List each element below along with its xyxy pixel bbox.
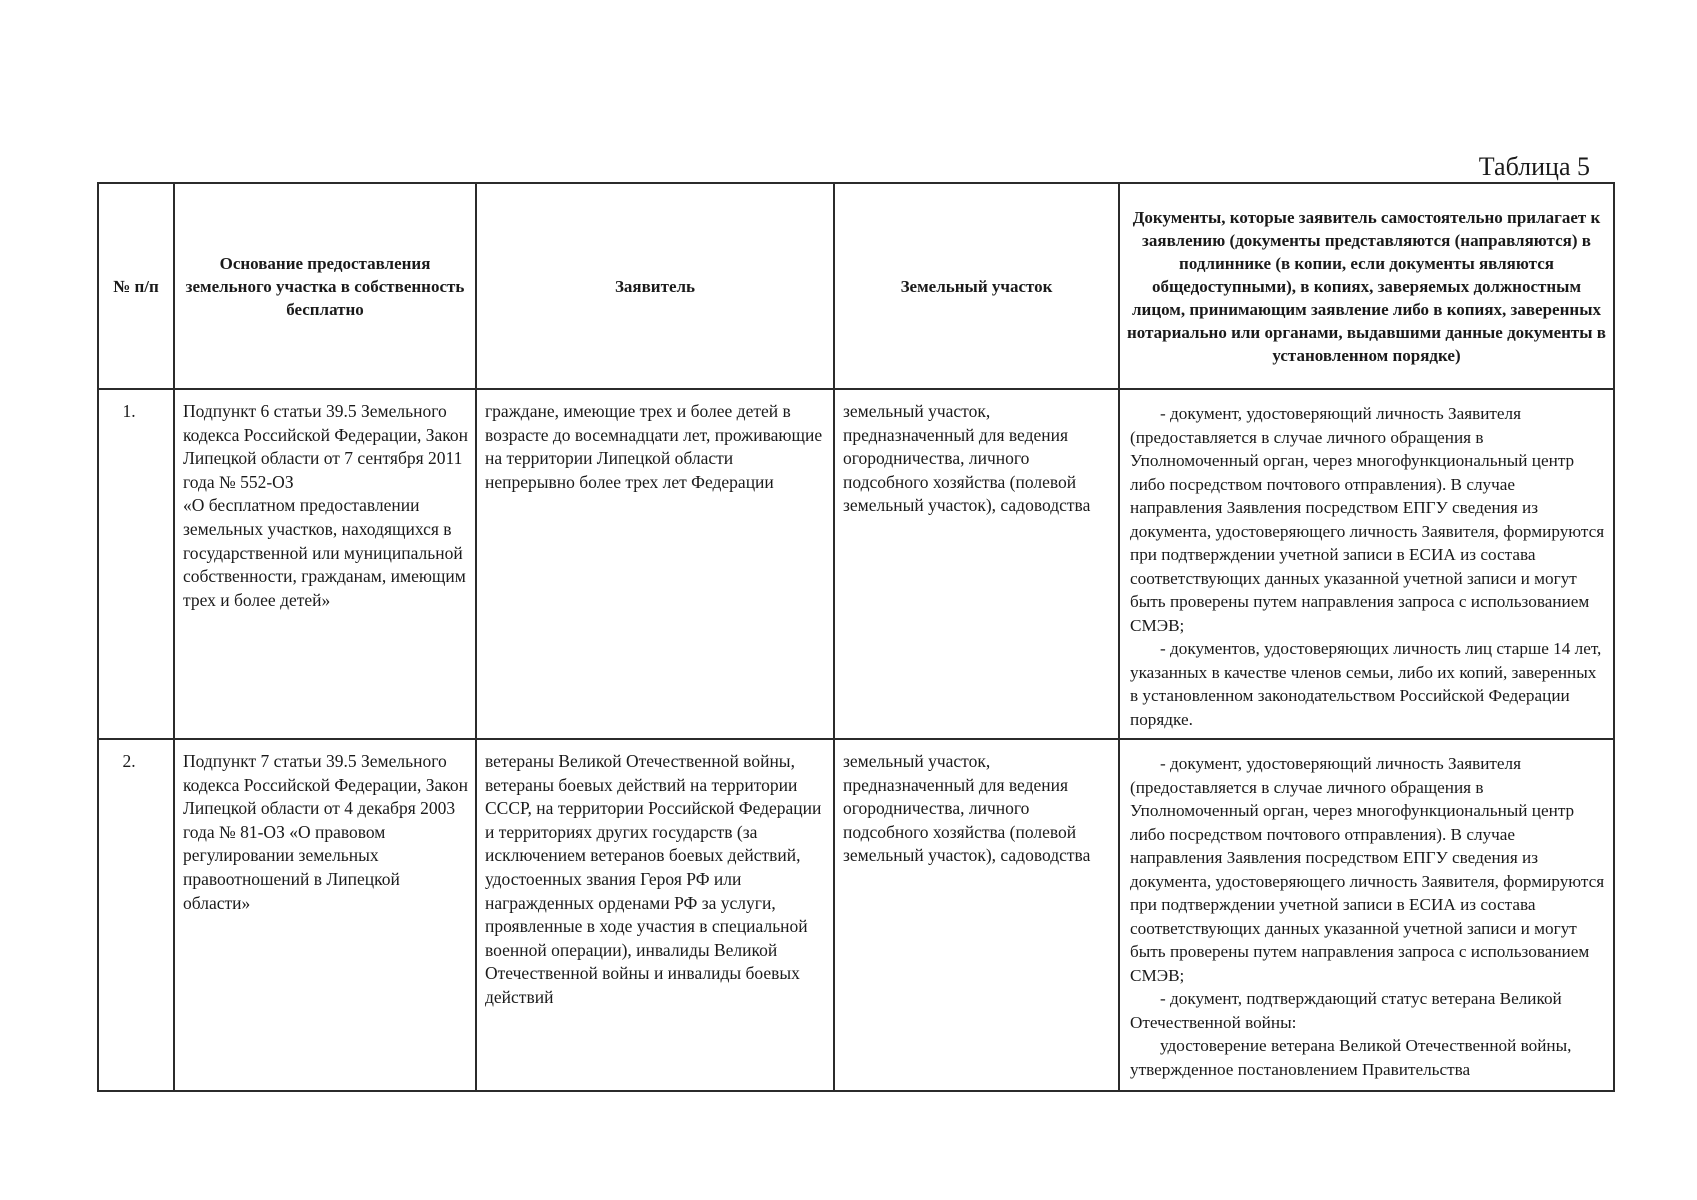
cell-applicant: ветераны Великой Отечественной войны, ветераны боевых действий на территории СССР, на территории Российской Федерации и территориях других государств (за исключением ветеранов боевых действий, удостоенных звания Героя РФ или награжденных орденами РФ за услуги, проявленные в ходе участия в специальной военной операции), инвалиды Великой Отечественной войны и инвалиды боевых действий — [476, 739, 834, 1091]
cell-applicant: граждане, имеющие трех и более детей в возрасте до восемнадцати лет, проживающие на территории Липецкой области непрерывно более трех лет Федерации — [476, 389, 834, 739]
document-item: удостоверение ветерана Великой Отечественной войны, утвержденное постановлением Правительства — [1130, 1036, 1572, 1079]
cell-plot: земельный участок, предназначенный для ведения огородничества, личного подсобного хозяйства (полевой земельный участок), садоводства — [834, 389, 1119, 739]
table-row — [98, 389, 1614, 739]
document-item: - документ, подтверждающий статус ветерана Великой Отечественной войны: — [1130, 989, 1562, 1032]
document-item: - документов, удостоверяющих личность лиц старше 14 лет, указанных в качестве членов семьи, либо их копий, заверенных в установленном законодательством Российской Федерации порядке. — [1130, 639, 1602, 729]
table-header-row — [98, 183, 1614, 389]
header-basis: Основание предоставления земельного участка в собственность бесплатно — [174, 183, 476, 389]
cell-num: 2. — [98, 739, 174, 1091]
table-caption: Таблица 5 — [1478, 152, 1590, 181]
cell-num: 1. — [98, 389, 174, 739]
header-applicant: Заявитель — [476, 183, 834, 389]
cell-plot: земельный участок, предназначенный для ведения огородничества, личного подсобного хозяйства (полевой земельный участок), садоводства — [834, 739, 1119, 1091]
cell-basis: Подпункт 6 статьи 39.5 Земельного кодекса Российской Федерации, Закон Липецкой области от 7 сентября 2011 года № 552-ОЗ «О бесплатном предоставлении земельных участков, находящихся в государственной или муниципальной собственности, гражданам, имеющим трех и более детей» — [174, 389, 476, 739]
document-item: - документ, удостоверяющий личность Заявителя (предоставляется в случае личного обращения в Уполномоченный орган, через многофункциональный центр либо посредством почтового отправления). В случае направления Заявления посредством ЕПГУ сведения из документа, удостоверяющего личность Заявителя, формируются при подтверждении учетной записи в ЕСИА из состава соответствующих данных указанной учетной записи и могут быть проверены путем направления запроса с использованием СМЭВ; — [1130, 404, 1605, 635]
header-num: № п/п — [98, 183, 174, 389]
cell-documents — [1119, 739, 1614, 1091]
document-item: - документ, удостоверяющий личность Заявителя (предоставляется в случае личного обращения в Уполномоченный орган, через многофункциональный центр либо посредством почтового отправления). В случае направления Заявления посредством ЕПГУ сведения из документа, удостоверяющего личность Заявителя, формируются при подтверждении учетной записи в ЕСИА из состава соответствующих данных указанной учетной записи и могут быть проверены путем направления запроса с использованием СМЭВ; — [1130, 754, 1605, 985]
cell-basis: Подпункт 7 статьи 39.5 Земельного кодекса Российской Федерации, Закон Липецкой области от 4 декабря 2003 года № 81-ОЗ «О правовом регулировании земельных правоотношений в Липецкой области» — [174, 739, 476, 1091]
header-plot: Земельный участок — [834, 183, 1119, 389]
table-row — [98, 739, 1614, 1091]
land-plots-table — [97, 182, 1615, 1092]
cell-documents — [1119, 389, 1614, 739]
header-documents: Документы, которые заявитель самостоятельно прилагает к заявлению (документы представляются (направляются) в подлиннике (в копии, если документы являются общедоступными), в копиях, заверяемых должностным лицом, принимающим заявление либо в копиях, заверенных нотариально или органами, выдавшими данные документы в установленном порядке) — [1119, 183, 1614, 389]
